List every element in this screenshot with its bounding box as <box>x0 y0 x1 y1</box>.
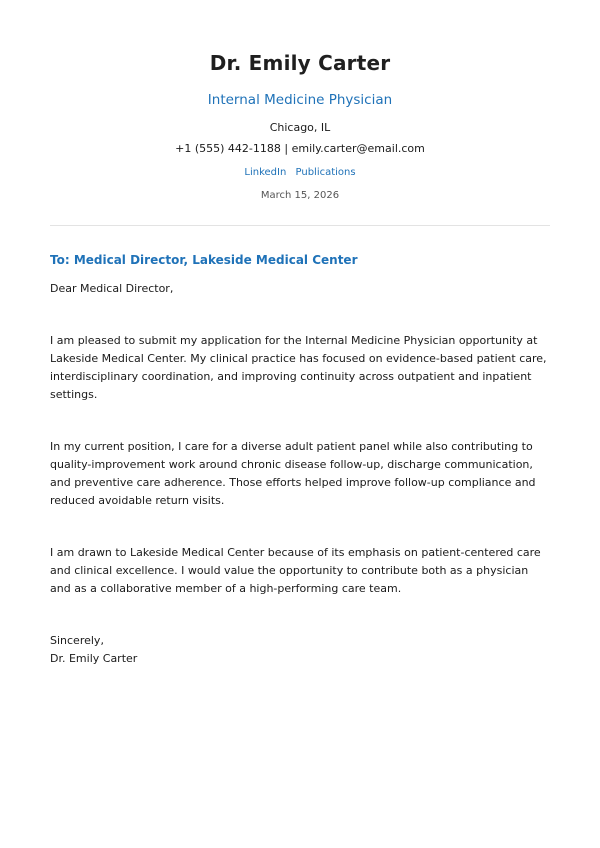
job-title: Internal Medicine Physician <box>207 92 393 108</box>
paragraph-1: I am pleased to submit my application for the Internal Medicine Physician opportunity at Lakeside Medical Center. My clinical practice has focused on evidence-based patient care, interdisciplinary coordination, and improving continuity across outpatient and inpatient settings. <box>50 334 547 401</box>
profile-links <box>50 166 550 180</box>
letter-date: March 15, 2026 <box>260 190 340 201</box>
recipient-line: To: Medical Director, Lakeside Medical Center <box>50 253 358 267</box>
paragraph-2: In my current position, I care for a diverse adult patient panel while also contributing to quality-improvement work around chronic disease follow-up, discharge communication, and preventive care adherence. Those efforts helped improve follow-up compliance and reduced avoidable return visits. <box>50 440 536 507</box>
location: Chicago, IL <box>269 121 331 134</box>
applicant-name: Dr. Emily Carter <box>209 51 391 75</box>
closing: Sincerely, <box>50 634 104 647</box>
paragraph-3: I am drawn to Lakeside Medical Center because of its emphasis on patient-centered care and clinical excellence. I would value the opportunity to contribute both as a physician and as a collaborative member of a high-performing care team. <box>50 546 541 595</box>
signature: Dr. Emily Carter <box>50 652 138 665</box>
contact-info: +1 (555) 442-1188 | emily.carter@email.com <box>175 142 425 155</box>
salutation: Dear Medical Director, <box>50 282 174 295</box>
publications-link[interactable]: Publications <box>295 167 356 178</box>
closing-block <box>50 632 550 668</box>
header-divider <box>50 225 550 226</box>
letter-header <box>50 0 550 203</box>
linkedin-link[interactable]: LinkedIn <box>244 167 287 178</box>
